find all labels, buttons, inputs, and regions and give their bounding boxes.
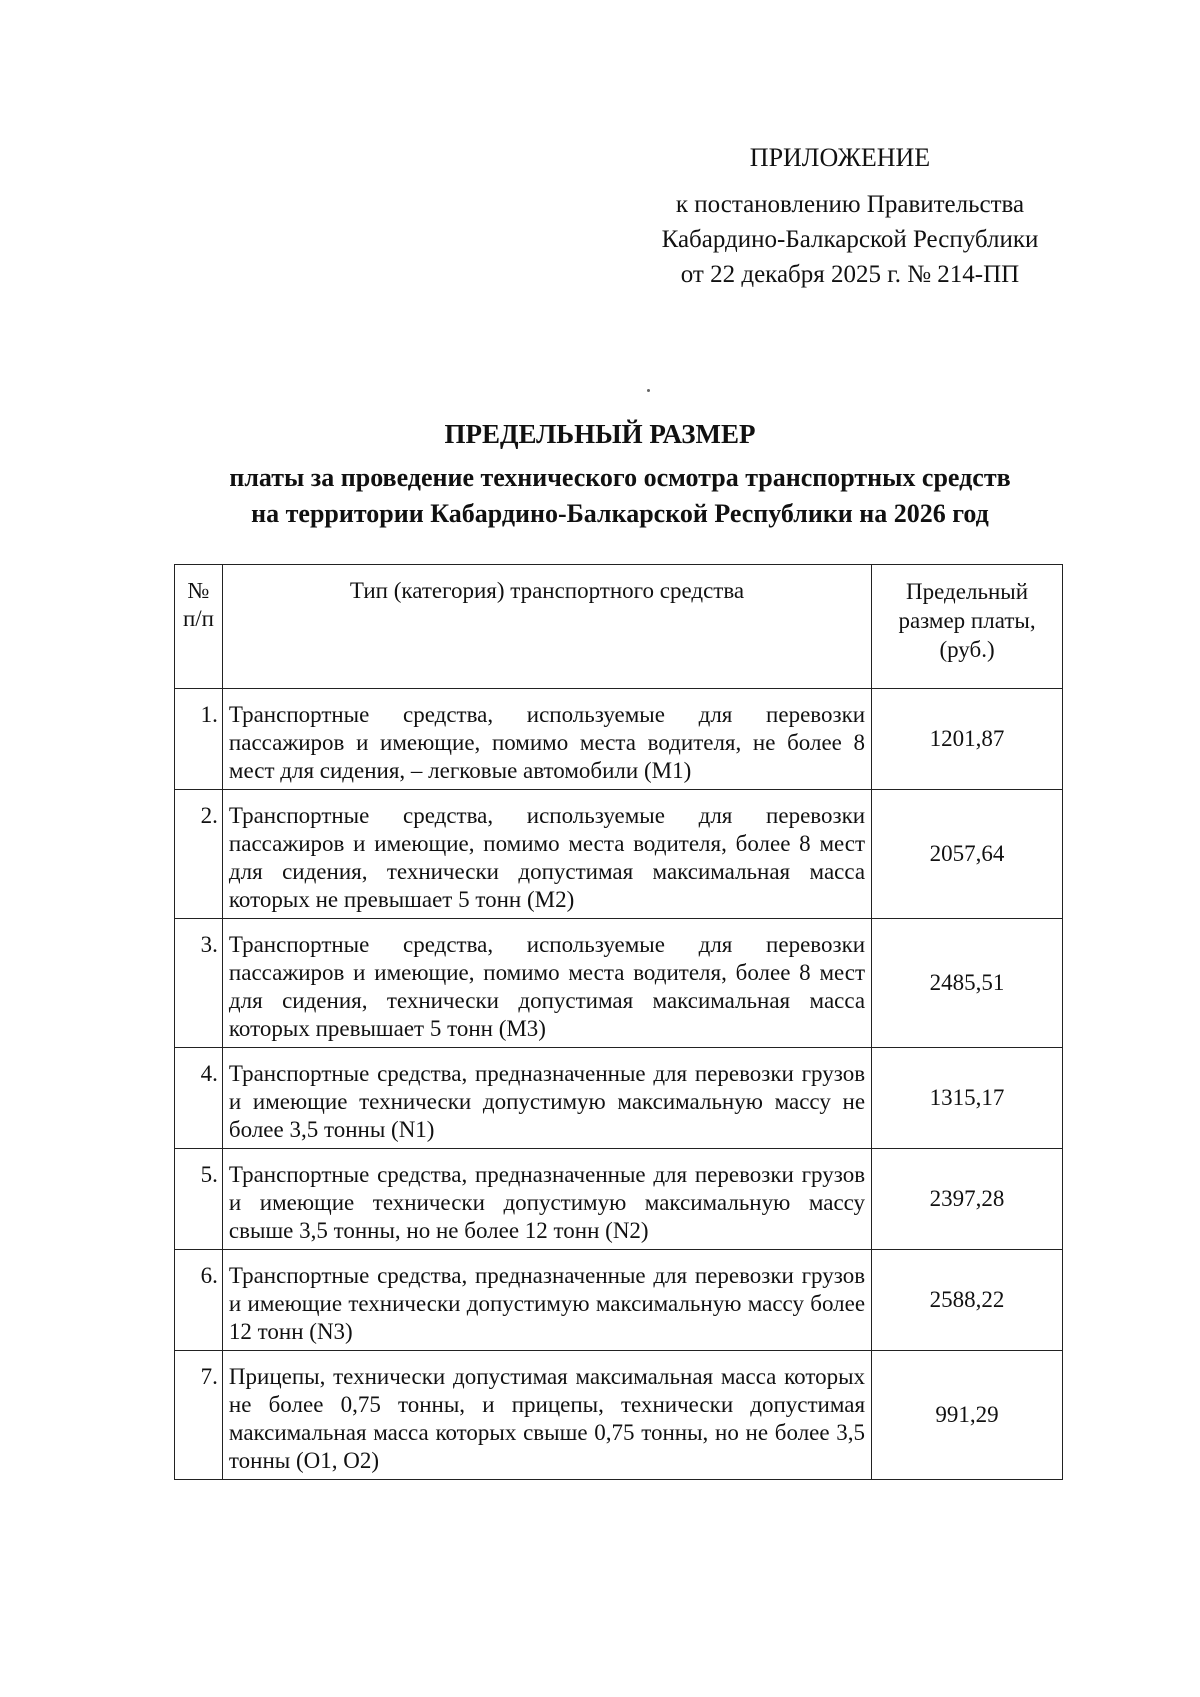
row-number: 7.: [175, 1351, 223, 1480]
row-vehicle-type: Транспортные средства, предназначенные для перевозки грузов и имеющие технически допустимую максимальную массу более 12 тонн (N3): [222, 1250, 871, 1351]
subtitle-line-2: на территории Кабардино-Балкарской Республики на 2026 год: [251, 499, 989, 528]
row-fee: 2057,64: [872, 790, 1063, 919]
row-fee: 2485,51: [872, 919, 1063, 1048]
document-title: ПРЕДЕЛЬНЫЙ РАЗМЕР: [444, 419, 756, 449]
row-fee: 1201,87: [872, 689, 1063, 790]
scan-dot-mark: [647, 389, 650, 392]
row-number: 4.: [175, 1048, 223, 1149]
row-fee: 2397,28: [872, 1149, 1063, 1250]
row-fee: 991,29: [872, 1351, 1063, 1480]
row-number: 2.: [175, 790, 223, 919]
table-row: [175, 919, 1063, 1048]
header-vehicle-type: Тип (категория) транспортного средства: [222, 565, 871, 689]
row-number: 3.: [175, 919, 223, 1048]
row-number: 1.: [175, 689, 223, 790]
row-number: 5.: [175, 1149, 223, 1250]
table-row: [175, 1048, 1063, 1149]
table-row: [175, 1351, 1063, 1480]
row-vehicle-type: Транспортные средства, используемые для перевозки пассажиров и имеющие, помимо места водителя, более 8 мест для сидения, технически допустимая максимальная масса которых не превышает 5 тонн (M2): [222, 790, 871, 919]
table-row: [175, 1250, 1063, 1351]
row-vehicle-type: Транспортные средства, используемые для перевозки пассажиров и имеющие, помимо места водителя, не более 8 мест для сидения, – легковые автомобили (M1): [222, 689, 871, 790]
row-number: 6.: [175, 1250, 223, 1351]
appendix-line-2: Кабардино-Балкарской Республики: [661, 226, 1039, 253]
document-subtitle: [120, 460, 1120, 532]
header-number: № п/п: [175, 565, 223, 689]
row-fee: 2588,22: [872, 1250, 1063, 1351]
subtitle-line-1: платы за проведение технического осмотра транспортных средств: [229, 463, 1011, 492]
row-vehicle-type: Прицепы, технически допустимая максимальная масса которых не более 0,75 тонны, и прицепы, технически допустимая максимальная масса которых свыше 0,75 тонны, но не более 3,5 тонны (O1, O2): [222, 1351, 871, 1480]
appendix-line-3: от 22 декабря 2025 г. № 214-ПП: [680, 261, 1020, 288]
table-header-row: [175, 565, 1063, 689]
row-fee: 1315,17: [872, 1048, 1063, 1149]
appendix-reference: [630, 187, 1070, 292]
row-vehicle-type: Транспортные средства, предназначенные для перевозки грузов и имеющие технически допустимую максимальную массу свыше 3,5 тонны, но не более 12 тонн (N2): [222, 1149, 871, 1250]
fee-table: [174, 564, 1063, 1480]
row-vehicle-type: Транспортные средства, предназначенные для перевозки грузов и имеющие технически допустимую максимальную массу не более 3,5 тонны (N1): [222, 1048, 871, 1149]
row-vehicle-type: Транспортные средства, используемые для перевозки пассажиров и имеющие, помимо места водителя, более 8 мест для сидения, технически допустимая максимальная масса которых превышает 5 тонн (M3): [222, 919, 871, 1048]
appendix-title: ПРИЛОЖЕНИЕ: [749, 143, 931, 172]
table-row: [175, 689, 1063, 790]
table-row: [175, 790, 1063, 919]
appendix-line-1: к постановлению Правительства: [675, 191, 1025, 218]
header-fee-limit: Предельный размер платы, (руб.): [872, 565, 1063, 689]
table-row: [175, 1149, 1063, 1250]
